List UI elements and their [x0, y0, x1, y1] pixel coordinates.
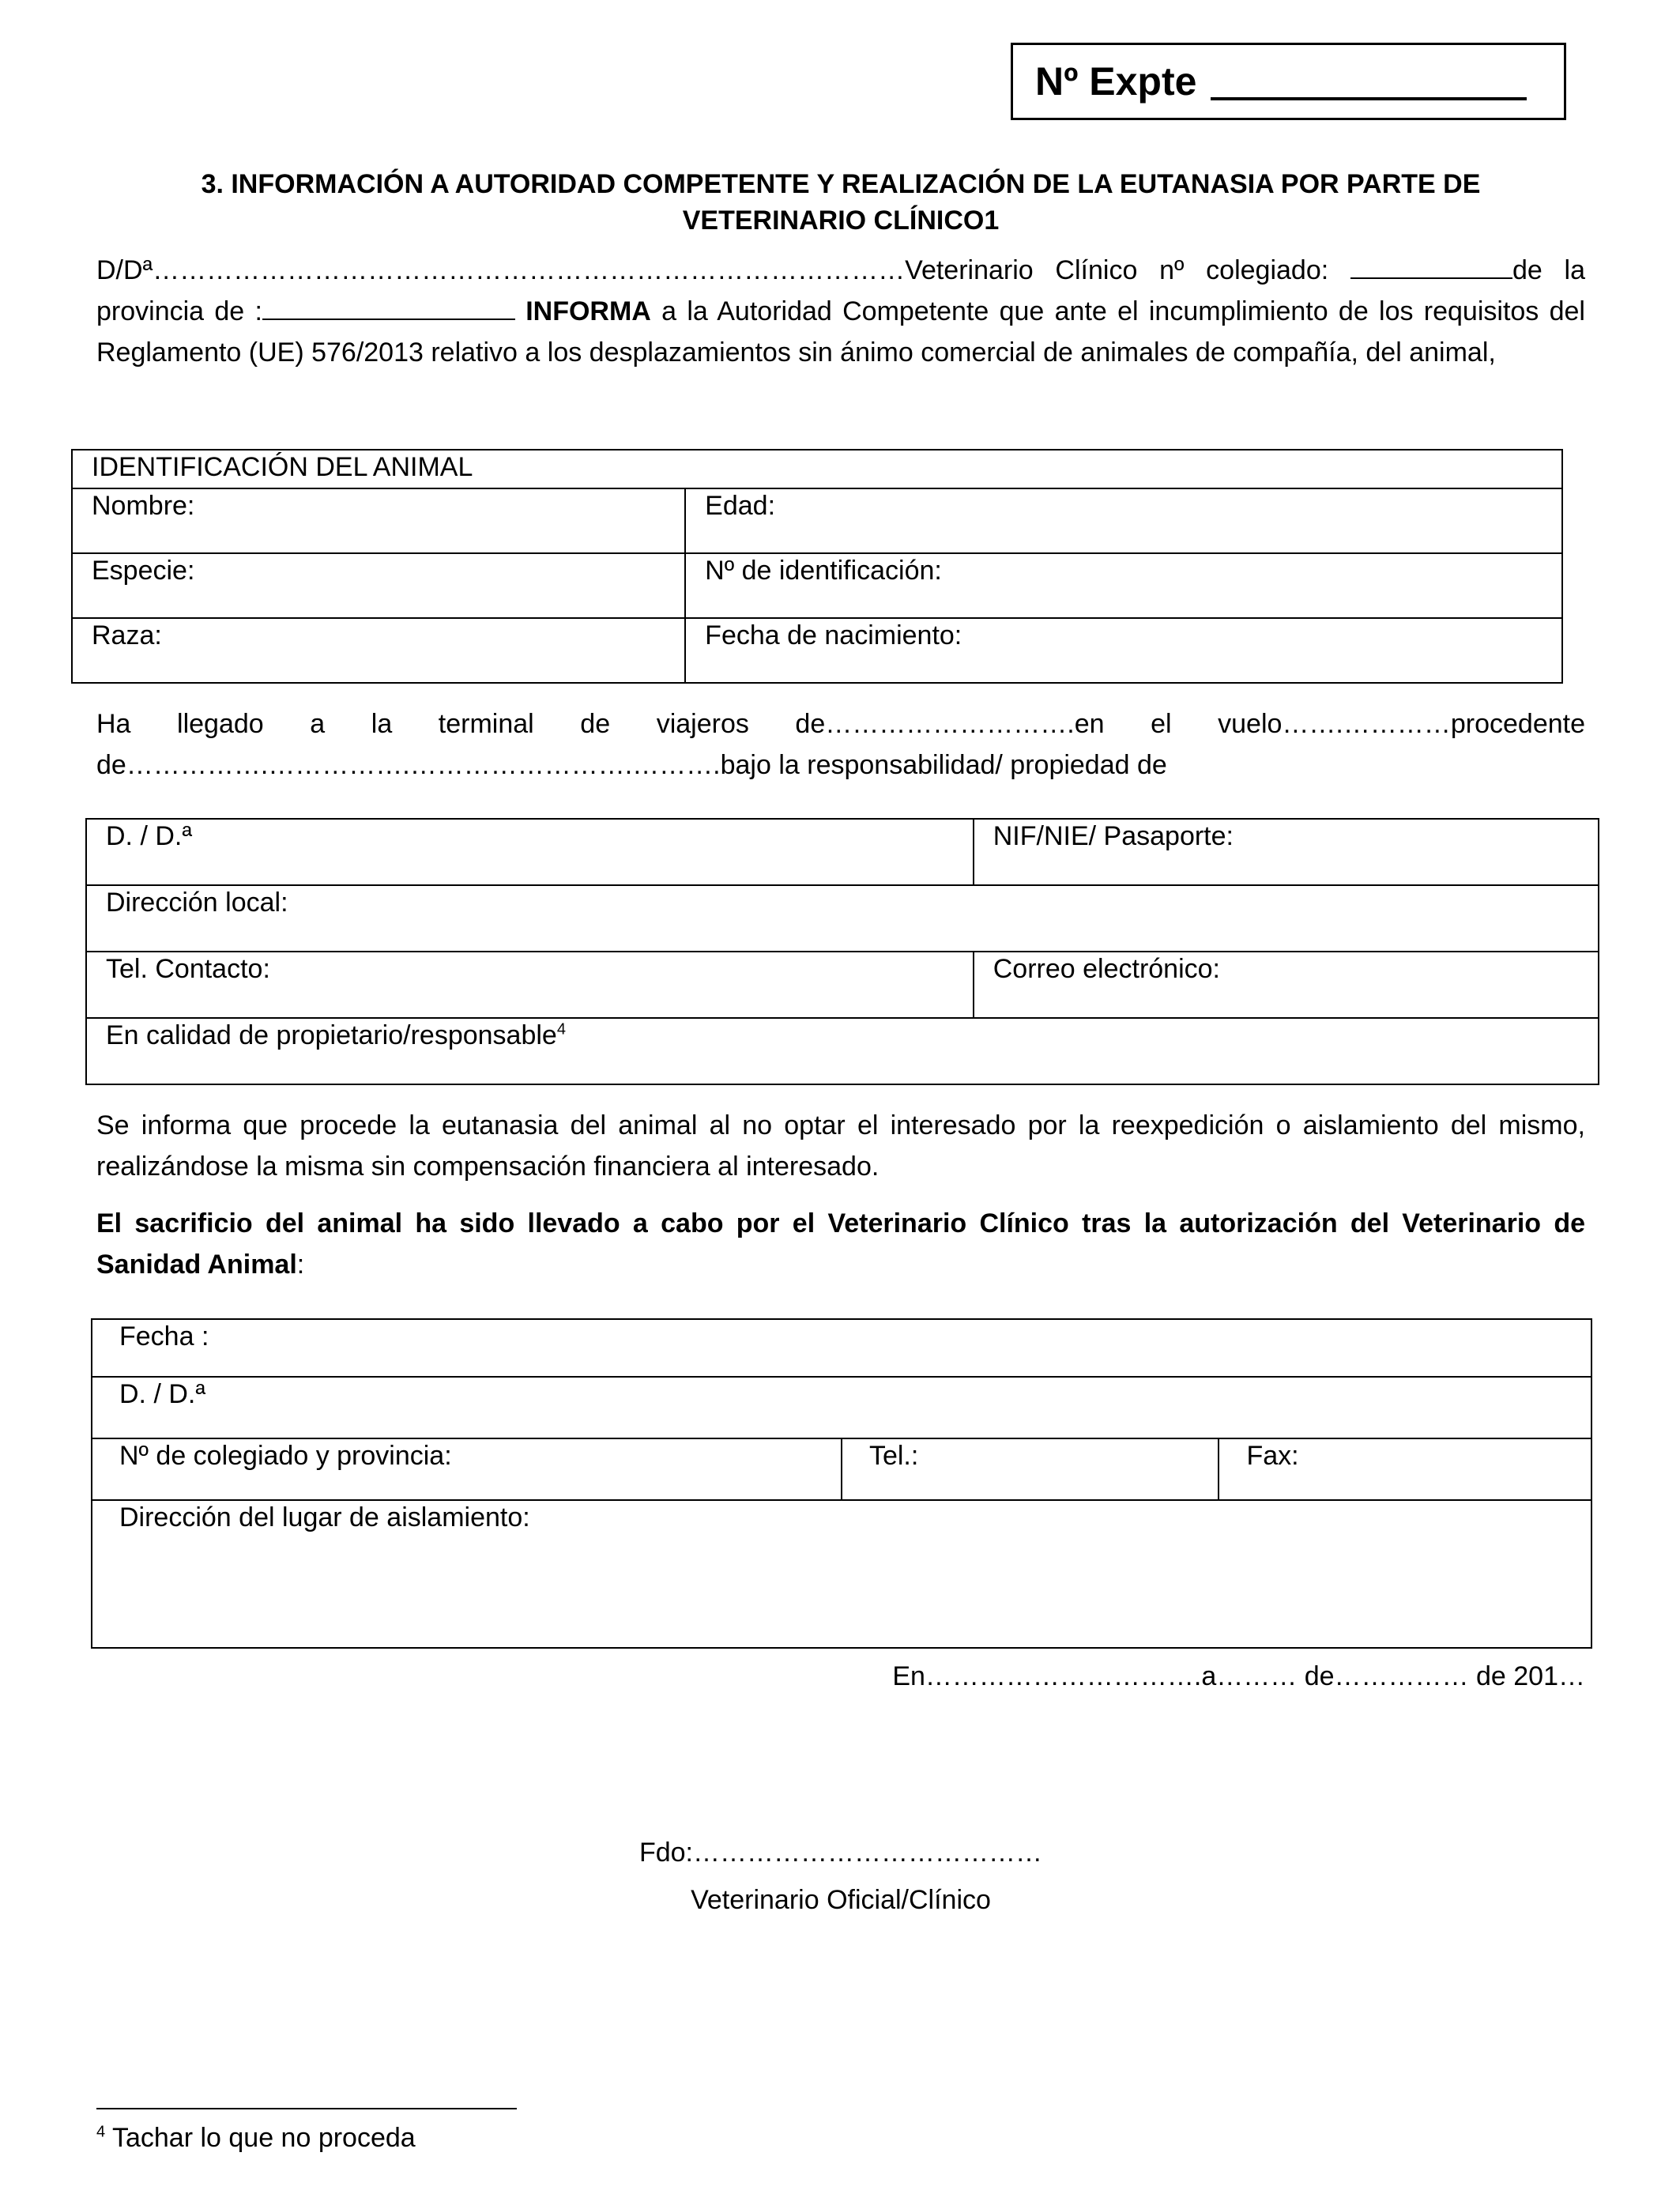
- expediente-label: Nº Expte: [1035, 59, 1197, 104]
- sacrificio-tail: :: [296, 1250, 305, 1280]
- intro-paragraph: [96, 250, 1585, 373]
- owner-table: [85, 818, 1599, 1085]
- place-date: En………………………….a……… de…………… de 201…: [892, 1661, 1585, 1691]
- intro-dd: D/Dª…………………………………………………………………………Veterinario Clínico nº colegiado:: [96, 255, 1329, 285]
- vet-dd-cell[interactable]: [92, 1377, 1591, 1438]
- owner-dd-label: D. / D.ª: [106, 821, 192, 851]
- owner-nif-label: NIF/NIE/ Pasaporte:: [993, 821, 1234, 851]
- expediente-box: [1011, 43, 1566, 120]
- footnote-text: Tachar lo que no proceda: [111, 2123, 416, 2153]
- form-title-line2: VETERINARIO CLÍNICO1: [682, 205, 1000, 236]
- owner-calidad-cell[interactable]: [86, 1018, 1599, 1084]
- form-title: [96, 166, 1585, 239]
- animal-identificacion-cell[interactable]: [685, 553, 1562, 618]
- owner-correo-label: Correo electrónico:: [993, 954, 1220, 984]
- animal-nacimiento-label: Fecha de nacimiento:: [705, 620, 962, 650]
- vet-fecha-label: Fecha :: [119, 1321, 209, 1351]
- vet-dd-label: D. / D.ª: [119, 1379, 205, 1409]
- animal-edad-cell[interactable]: [685, 488, 1562, 553]
- animal-nacimiento-cell[interactable]: [685, 618, 1562, 683]
- intro-provincia: provincia de :: [96, 296, 262, 326]
- arrival-line2: de…………….…………….…………………….……….bajo la responsabilidad/ propiedad de: [96, 750, 1167, 780]
- owner-dd-cell[interactable]: [86, 819, 974, 885]
- owner-tel-cell[interactable]: [86, 952, 974, 1018]
- intro-de-la: de la: [1512, 255, 1585, 285]
- vet-colegiado-label: Nº de colegiado y provincia:: [119, 1441, 452, 1471]
- vet-fecha-cell[interactable]: [92, 1319, 1591, 1377]
- footnote-separator: [96, 2108, 517, 2109]
- arrival-paragraph: [96, 703, 1585, 786]
- arrival-line1: Ha llegado a la terminal de viajeros de……………………….en el vuelo…….…………procedente: [96, 709, 1585, 739]
- vet-tel-label: Tel.:: [868, 1441, 919, 1471]
- intro-rest: a la Autoridad Competente que ante el incumplimiento de los requisitos del Reglamento (UE) 576/2013 relativo a los desplazamientos sin ánimo comercial de animales de compañía, del animal,: [96, 296, 1585, 368]
- owner-tel-label: Tel. Contacto:: [106, 954, 270, 984]
- animal-raza-label: Raza:: [92, 620, 162, 650]
- animal-nombre-cell[interactable]: [72, 488, 685, 553]
- provincia-field[interactable]: [262, 295, 515, 320]
- vet-fax-cell[interactable]: [1219, 1438, 1591, 1500]
- owner-nif-cell[interactable]: [974, 819, 1599, 885]
- vet-direccion-cell[interactable]: [92, 1500, 1591, 1648]
- animal-raza-cell[interactable]: [72, 618, 685, 683]
- sacrificio-bold: El sacrificio del animal ha sido llevado a cabo por el Veterinario Clínico tras la autorización del Veterinario de Sanidad Animal: [96, 1208, 1585, 1280]
- owner-correo-cell[interactable]: [974, 952, 1599, 1018]
- owner-direccion-cell[interactable]: [86, 885, 1599, 952]
- colegiado-field[interactable]: [1350, 254, 1512, 279]
- vet-tel-cell[interactable]: [842, 1438, 1219, 1500]
- form-title-line1: 3. INFORMACIÓN A AUTORIDAD COMPETENTE Y REALIZACIÓN DE LA EUTANASIA POR PARTE DE: [201, 169, 1481, 199]
- vet-fax-label: Fax:: [1246, 1441, 1299, 1471]
- animal-edad-label: Edad:: [705, 491, 776, 521]
- expediente-field[interactable]: [1211, 62, 1527, 100]
- owner-calidad-label: En calidad de propietario/responsable: [106, 1020, 557, 1050]
- animal-especie-cell[interactable]: [72, 553, 685, 618]
- footnote: [96, 2123, 416, 2154]
- footnote-mark: 4: [96, 2123, 106, 2141]
- animal-table-header: IDENTIFICACIÓN DEL ANIMAL: [72, 450, 1562, 488]
- owner-direccion-label: Dirección local:: [106, 888, 288, 918]
- animal-table: [71, 449, 1563, 684]
- animal-identificacion-label: Nº de identificación:: [705, 556, 942, 586]
- animal-especie-label: Especie:: [92, 556, 195, 586]
- vet-table: [91, 1318, 1592, 1649]
- sacrificio-paragraph: [96, 1203, 1585, 1285]
- signature-role: Veterinario Oficial/Clínico: [691, 1885, 991, 1915]
- vet-direccion-label: Dirección del lugar de aislamiento:: [119, 1502, 530, 1532]
- intro-informa: INFORMA: [525, 296, 651, 326]
- signature-fdo: Fdo:…………………………………: [638, 1838, 1043, 1868]
- vet-colegiado-cell[interactable]: [92, 1438, 842, 1500]
- owner-calidad-footnote-mark: 4: [556, 1020, 566, 1039]
- animal-nombre-label: Nombre:: [92, 491, 195, 521]
- info-paragraph: Se informa que procede la eutanasia del animal al no optar el interesado por la reexpedición o aislamiento del mismo, realizándose la misma sin compensación financiera al interesado.: [96, 1110, 1585, 1182]
